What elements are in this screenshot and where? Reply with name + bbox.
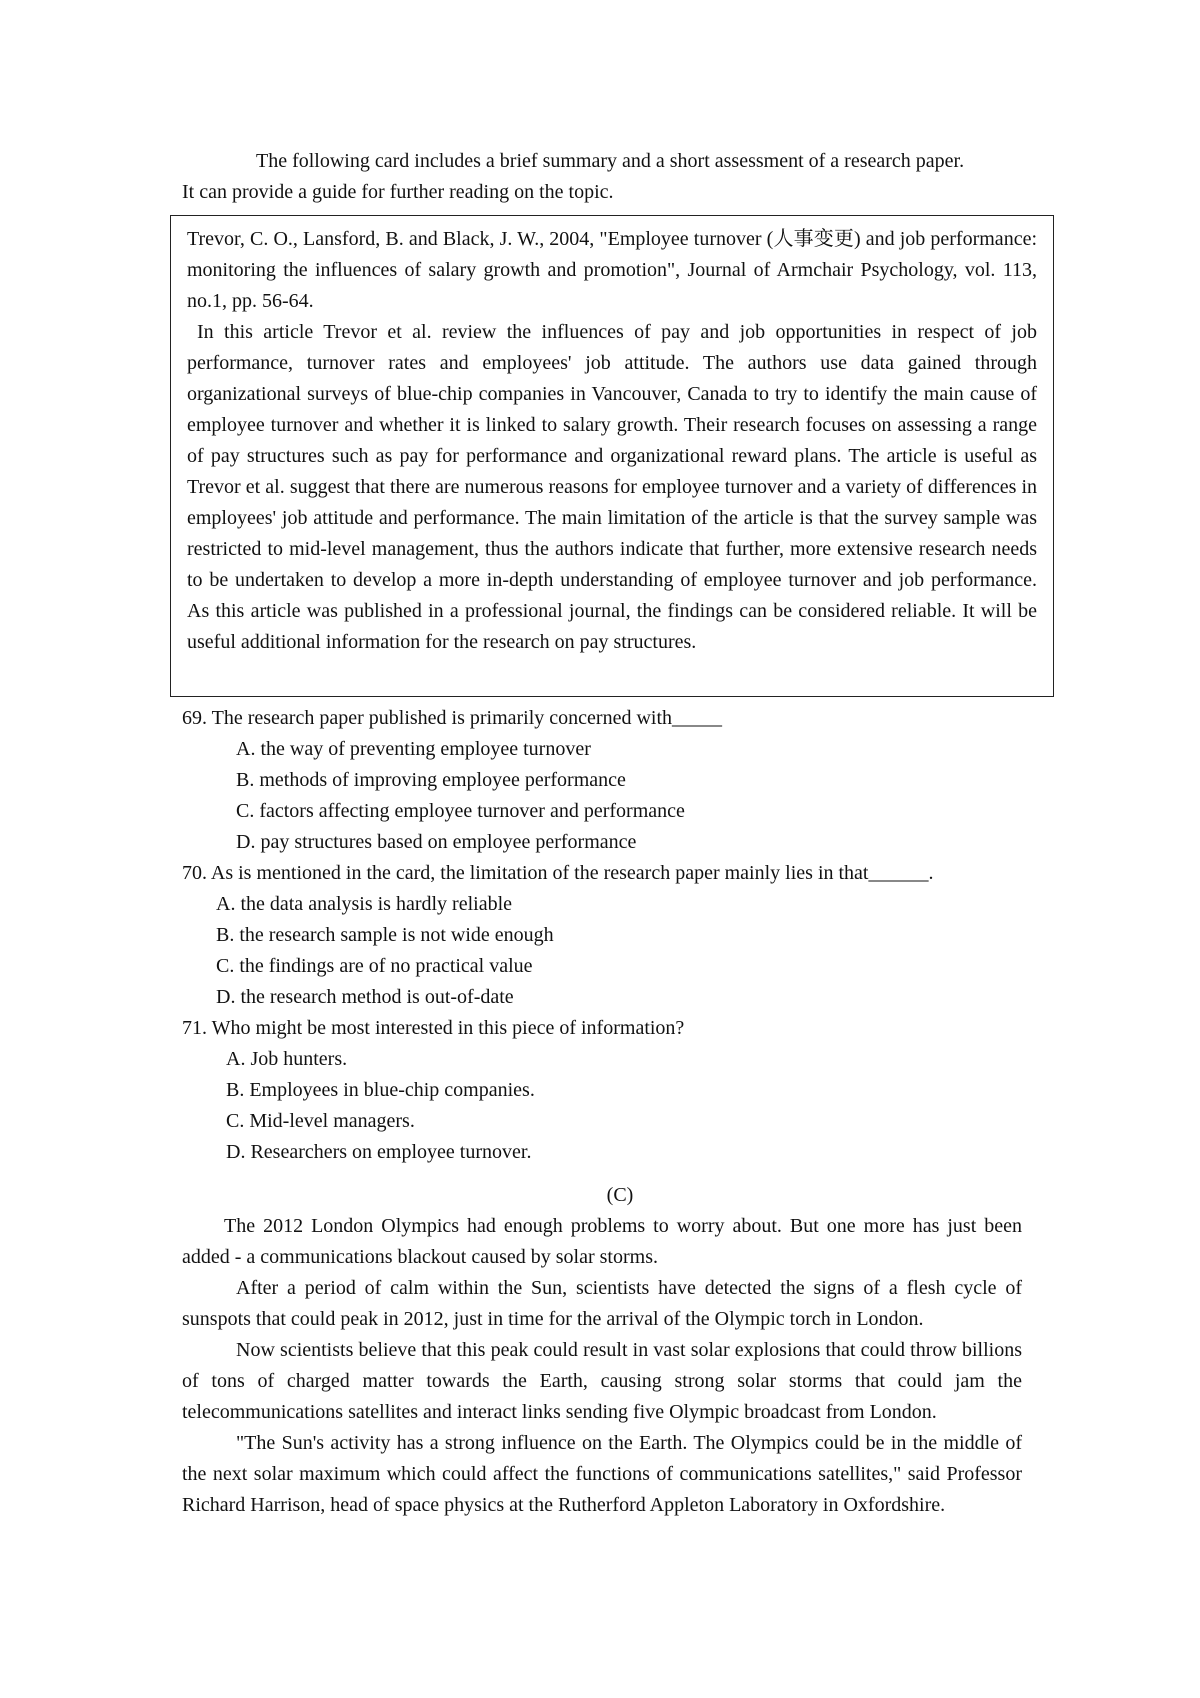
passage-paragraph: After a period of calm within the Sun, scientists have detected the signs of a flesh cycle of sunspots that could peak in 2012, just in time for the arrival of the Olympic torch in London. [182,1277,1022,1330]
question-69 [182,703,1042,858]
question-stem: 70. As is mentioned in the card, the limitation of the research paper mainly lies in that______. [182,862,934,884]
question-70 [182,858,1042,1013]
option-c: C. Mid-level managers. [226,1110,415,1132]
passage-paragraph: "The Sun's activity has a strong influence on the Earth. The Olympics could be in the middle of the next solar maximum which could affect the functions of communications satellites," said Professor Richard Harrison, head of space physics at the Rutherford Appleton Laboratory in Oxfordshire. [182,1432,1022,1516]
intro-paragraph [182,146,1022,208]
intro-line-1: The following card includes a brief summary and a short assessment of a research paper. [256,150,965,172]
option-a: A. the way of preventing employee turnover [236,738,591,760]
option-b: B. Employees in blue-chip companies. [226,1079,535,1101]
option-d: D. pay structures based on employee performance [236,831,637,853]
question-stem: 71. Who might be most interested in this piece of information? [182,1017,685,1039]
reading-passage [182,1211,1022,1521]
question-71 [182,1013,1042,1168]
option-a: A. Job hunters. [226,1048,348,1070]
option-d: D. the research method is out-of-date [216,986,514,1008]
option-b: B. methods of improving employee performance [236,769,626,791]
passage-paragraph: The 2012 London Olympics had enough problems to worry about. But one more has just been added - a communications blackout caused by solar storms. [182,1215,1022,1268]
option-d: D. Researchers on employee turnover. [226,1141,532,1163]
option-a: A. the data analysis is hardly reliable [216,893,513,915]
passage-paragraph: Now scientists believe that this peak could result in vast solar explosions that could throw billions of tons of charged matter towards the Earth, causing strong solar storms that could jam the telecommunications satellites and interact links sending five Olympic broadcast from London. [182,1339,1022,1423]
card-citation: Trevor, C. O., Lansford, B. and Black, J. W., 2004, "Employee turnover (人事变更) and job performance: monitoring the influences of salary growth and promotion", Journal of Armchair Psychology, vol. 113, no.1, pp. 56-64. [187,228,1037,312]
option-c: C. the findings are of no practical value [216,955,533,977]
card-summary: In this article Trevor et al. review the influences of pay and job opportunities in respect of job performance, turnover rates and employees' job attitude. The authors use data gained through organizational surveys of blue-chip companies in Vancouver, Canada to try to identify the main cause of employee turnover and whether it is linked to salary growth. Their research focuses on assessing a range of pay structures such as pay for performance and organizational reward plans. The article is useful as Trevor et al. suggest that there are numerous reasons for employee turnover and a variety of differences in employees' job attitude and performance. The main limitation of the article is that the survey sample was restricted to mid-level management, thus the authors indicate that further, more extensive research needs to be undertaken to develop a more in-depth understanding of employee turnover and job performance. As this article was published in a professional journal, the findings can be considered reliable. It will be useful additional information for the research on pay structures. [187,321,1037,653]
intro-line-2: It can provide a guide for further reading on the topic. [182,181,614,203]
section-label: (C) [606,1184,634,1206]
research-summary-card [170,215,1054,697]
option-b: B. the research sample is not wide enough [216,924,554,946]
option-c: C. factors affecting employee turnover and performance [236,800,685,822]
question-stem: 69. The research paper published is primarily concerned with_____ [182,707,723,729]
